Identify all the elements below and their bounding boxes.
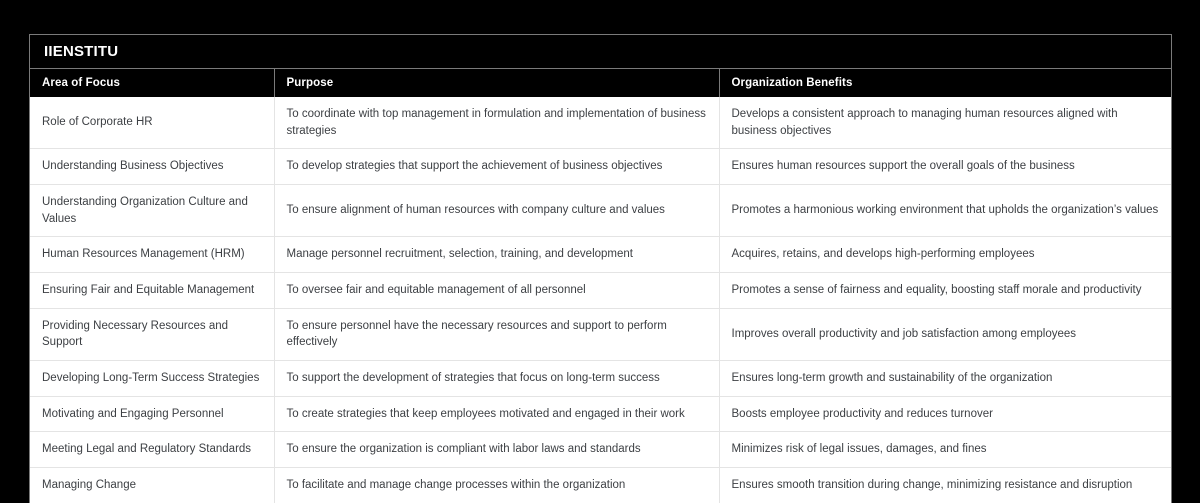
brand-header bbox=[30, 35, 1171, 69]
cell-purpose: To coordinate with top management in formulation and implementation of business strategies bbox=[274, 97, 719, 149]
cell-purpose: To ensure alignment of human resources with company culture and values bbox=[274, 185, 719, 237]
cell-organization-benefits: Promotes a harmonious working environment that upholds the organization’s values bbox=[719, 185, 1171, 237]
table-body bbox=[30, 97, 1171, 503]
cell-organization-benefits: Boosts employee productivity and reduces turnover bbox=[719, 396, 1171, 432]
table-header-row bbox=[30, 69, 1171, 97]
table-row bbox=[30, 396, 1171, 432]
cell-area-of-focus: Human Resources Management (HRM) bbox=[30, 237, 274, 273]
cell-area-of-focus: Providing Necessary Resources and Support bbox=[30, 308, 274, 360]
cell-purpose: To oversee fair and equitable management of all personnel bbox=[274, 273, 719, 309]
column-header-purpose: Purpose bbox=[274, 69, 719, 97]
table-row bbox=[30, 308, 1171, 360]
table-row bbox=[30, 361, 1171, 397]
cell-purpose: To facilitate and manage change processes within the organization bbox=[274, 468, 719, 503]
cell-organization-benefits: Ensures long-term growth and sustainability of the organization bbox=[719, 361, 1171, 397]
table-card bbox=[29, 34, 1172, 503]
cell-organization-benefits: Acquires, retains, and develops high-performing employees bbox=[719, 237, 1171, 273]
cell-area-of-focus: Developing Long-Term Success Strategies bbox=[30, 361, 274, 397]
cell-organization-benefits: Minimizes risk of legal issues, damages, and fines bbox=[719, 432, 1171, 468]
cell-purpose: To create strategies that keep employees motivated and engaged in their work bbox=[274, 396, 719, 432]
cell-purpose: To support the development of strategies that focus on long-term success bbox=[274, 361, 719, 397]
cell-purpose: To ensure the organization is compliant with labor laws and standards bbox=[274, 432, 719, 468]
focus-areas-table bbox=[30, 69, 1171, 503]
cell-purpose: To develop strategies that support the achievement of business objectives bbox=[274, 149, 719, 185]
cell-area-of-focus: Meeting Legal and Regulatory Standards bbox=[30, 432, 274, 468]
cell-organization-benefits: Develops a consistent approach to managing human resources aligned with business objectives bbox=[719, 97, 1171, 149]
cell-organization-benefits: Ensures human resources support the overall goals of the business bbox=[719, 149, 1171, 185]
cell-organization-benefits: Improves overall productivity and job satisfaction among employees bbox=[719, 308, 1171, 360]
cell-organization-benefits: Ensures smooth transition during change, minimizing resistance and disruption bbox=[719, 468, 1171, 503]
cell-area-of-focus: Managing Change bbox=[30, 468, 274, 503]
table-row bbox=[30, 149, 1171, 185]
column-header-area-of-focus: Area of Focus bbox=[30, 69, 274, 97]
table-row bbox=[30, 237, 1171, 273]
cell-area-of-focus: Understanding Business Objectives bbox=[30, 149, 274, 185]
brand-title: IIENSTITU bbox=[44, 43, 119, 60]
cell-purpose: Manage personnel recruitment, selection, training, and development bbox=[274, 237, 719, 273]
cell-area-of-focus: Understanding Organization Culture and Values bbox=[30, 185, 274, 237]
table-row bbox=[30, 468, 1171, 503]
table-row bbox=[30, 97, 1171, 149]
cell-organization-benefits: Promotes a sense of fairness and equality, boosting staff morale and productivity bbox=[719, 273, 1171, 309]
cell-area-of-focus: Motivating and Engaging Personnel bbox=[30, 396, 274, 432]
cell-area-of-focus: Ensuring Fair and Equitable Management bbox=[30, 273, 274, 309]
cell-area-of-focus: Role of Corporate HR bbox=[30, 97, 274, 149]
table-row bbox=[30, 432, 1171, 468]
table-row bbox=[30, 273, 1171, 309]
table-row bbox=[30, 185, 1171, 237]
table-head bbox=[30, 69, 1171, 97]
cell-purpose: To ensure personnel have the necessary resources and support to perform effectively bbox=[274, 308, 719, 360]
column-header-organization-benefits: Organization Benefits bbox=[719, 69, 1171, 97]
